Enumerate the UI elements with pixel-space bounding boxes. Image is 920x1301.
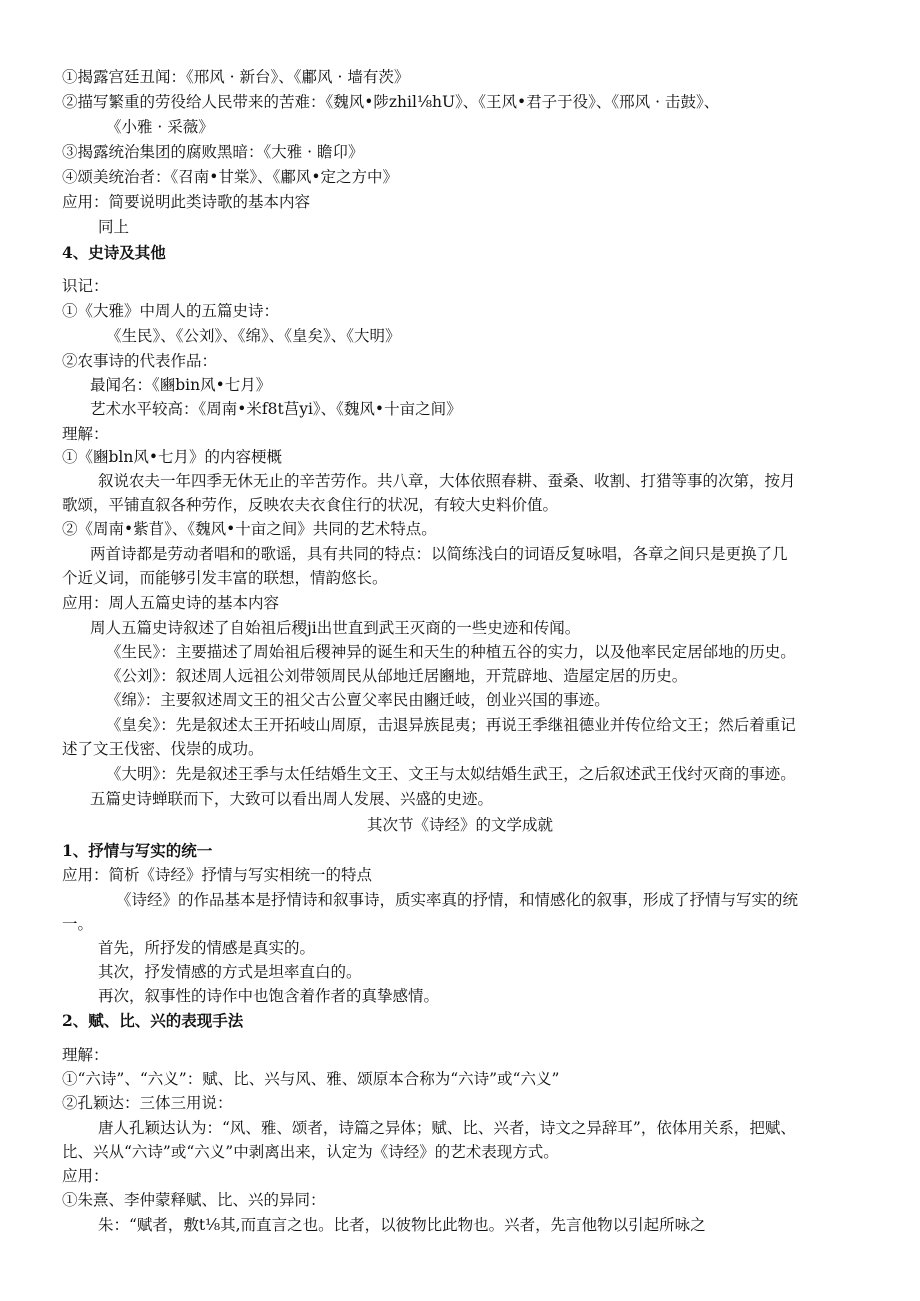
section-heading: 4、史诗及其他 (62, 243, 166, 262)
text-line: 应用：周人五篇史诗的基本内容 (62, 594, 280, 612)
text-line: 比、兴从“六诗”或“六义”中剥离出来，认定为《诗经》的艺术表现方式。 (62, 1143, 559, 1161)
text-line: ②农事诗的代表作品： (62, 352, 218, 370)
text-line: 《生民》、《公刘》、《绵》、《皇矣》、《大明》 (106, 327, 401, 345)
text-line: 《公刘》：叙述周人远祖公刘带领周民从邰地迁居豳地，开荒辟地、造屋定居的历史。 (106, 667, 688, 685)
text-line: ②孔颖达：三体三用说： (62, 1094, 233, 1112)
text-line: 唐人孔颖达认为：“风、雅、颂者，诗篇之异体；赋、比、兴者，诗文之异辞耳”，依体用关系，把赋、 (98, 1119, 796, 1137)
text-line: ①揭露宫廷丑闻：《邢风 · 新台》、《鄘风 · 墙有茨》 (62, 68, 410, 86)
text-line: 《皇矣》：先是叙述太王开拓岐山周原，击退异族昆夷；再说王季继祖德业并传位给文王；然后着重记 (106, 716, 796, 734)
text-line: 应用：简析《诗经》抒情与写实相统一的特点 (62, 866, 373, 884)
text-line: 《诗经》的作品基本是抒情诗和叙事诗，质实率真的抒情，和情感化的叙事，形成了抒情与写实的统 (116, 891, 799, 909)
text-line: 叙说农夫一年四季无休无止的辛苦劳作。共八章，大体依照春耕、蚕桑、收割、打猎等事的次第，按月 (98, 472, 796, 490)
text-line: ③揭露统治集团的腐败黑暗：《大雅 · 瞻卬》 (62, 143, 364, 161)
text-line: 歌颂，平铺直叙各种劳作，反映农夫衣食住行的状况，有较大史料价值。 (62, 496, 559, 514)
text-line: 五篇史诗蝉联而下，大致可以看出周人发展、兴盛的史迹。 (90, 790, 494, 808)
text-line: ②描写繁重的劳役给人民带来的苦难：《魏风•陟zhil⅛hU》、《王风•君子于役》、《邢风 · 击鼓》、 (62, 93, 720, 111)
text-line: 一。 (62, 915, 94, 933)
text-line: 《生民》：主要描述了周始祖后稷神异的诞生和天生的种植五谷的实力，以及他率民定居邰地的历史。 (106, 643, 796, 661)
text-line: 应用：简要说明此类诗歌的基本内容 (62, 193, 311, 211)
chapter-title: 其次节《诗经》的文学成就 (366, 816, 553, 834)
text-line: 理解： (62, 425, 109, 443)
text-line: 个近义词，而能够引发丰富的联想，情韵悠长。 (62, 569, 388, 587)
text-line: ①《豳bln风•七月》的内容梗概 (62, 448, 283, 466)
text-line: 朱：“赋者，敷t⅛其,而直言之也。比者，以彼物比此物也。兴者，先言他物以引起所咏之 (98, 1216, 706, 1234)
text-line: 同上 (98, 218, 130, 236)
text-line: 应用： (62, 1167, 109, 1185)
text-line: 艺术水平较高：《周南•米f8t莒yi》、《魏风•十亩之间》 (90, 400, 462, 418)
text-line: 其次，抒发情感的方式是坦率直白的。 (98, 963, 362, 981)
text-line: ①朱熹、李仲蒙释赋、比、兴的异同： (62, 1191, 326, 1209)
text-line: 理解： (62, 1046, 109, 1064)
text-line: ①“六诗”、“六义”：赋、比、兴与风、雅、颂原本合称为“六诗”或“六义” (62, 1070, 560, 1088)
text-line: ④颂美统治者：《召南•甘棠》、《鄘风•定之方中》 (62, 168, 399, 186)
text-line: 两首诗都是劳动者唱和的歌谣，具有共同的特点：以简练浅白的词语反复咏唱，各章之间只是更换了几 (90, 545, 788, 563)
text-line: 《大明》：先是叙述王季与太任结婚生文王、文王与太姒结婚生武王，之后叙述武王伐纣灭商的事迹。 (106, 765, 796, 783)
text-line: ②《周南•紫苜》、《魏风•十亩之间》共同的艺术特点。 (62, 520, 437, 538)
text-line: 述了文王伐密、伐崇的成功。 (62, 740, 264, 758)
text-line: 首先，所抒发的情感是真实的。 (98, 939, 316, 957)
text-line: 《小雅 · 采薇》 (106, 118, 214, 136)
text-line: 再次，叙事性的诗作中也饱含着作者的真挚感情。 (98, 987, 440, 1005)
section-heading: 1、抒情与写实的统一 (62, 841, 213, 860)
text-line: 识记： (62, 277, 109, 295)
text-line: ①《大雅》中周人的五篇史诗： (62, 302, 280, 320)
text-line: 周人五篇史诗叙述了自始祖后稷ji出世直到武王灭商的一些史迹和传闻。 (90, 619, 581, 637)
text-line: 《绵》：主要叙述周文王的祖父古公亶父率民由豳迁岐，创业兴国的事迹。 (106, 691, 610, 709)
section-heading: 2、赋、比、兴的表现手法 (62, 1011, 244, 1030)
text-line: 最闻名：《豳bin风•七月》 (90, 376, 272, 394)
